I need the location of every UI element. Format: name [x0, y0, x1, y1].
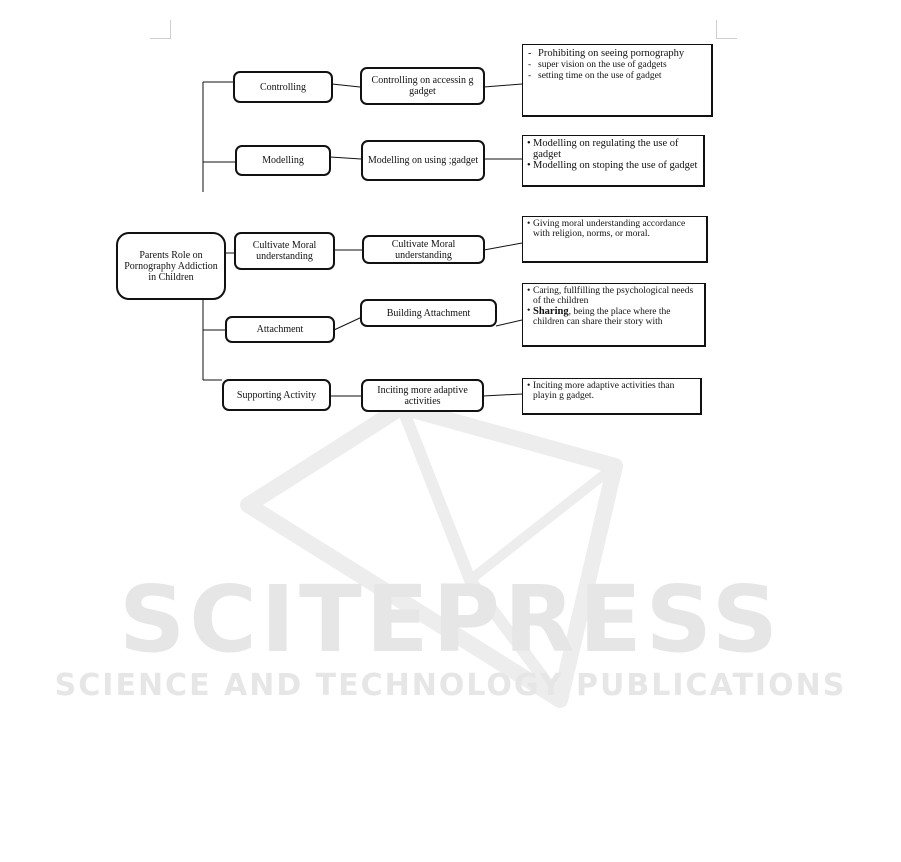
- note-item: • Modelling on stoping the use of gadget: [527, 160, 699, 171]
- note-controlling: [522, 44, 713, 117]
- role-node-cultivate: Cultivate Moral understanding: [234, 232, 335, 270]
- method-node-modelling: Modelling on using ;gadget: [361, 140, 485, 181]
- note-item: • Caring, fullfilling the psychological needs of the children: [527, 286, 700, 306]
- note-attachment: [522, 283, 706, 347]
- method-node-controlling: Controlling on accessin g gadget: [360, 67, 485, 105]
- root-node: Parents Role on Pornography Addiction in Children: [116, 232, 226, 300]
- note-item: - setting time on the use of gadget: [527, 71, 707, 81]
- watermark-subtitle: SCIENCE AND TECHNOLOGY PUBLICATIONS: [54, 668, 847, 703]
- note-item: • Inciting more adaptive activities than playin g gadget.: [527, 381, 696, 401]
- role-node-attachment: Attachment: [225, 316, 335, 343]
- note-item: • Giving moral understanding accordance with religion, norms, or moral.: [527, 219, 702, 239]
- method-node-attachment: Building Attachment: [360, 299, 497, 327]
- note-item: • Sharing, being the place where the children can share their story with: [527, 306, 700, 327]
- method-node-cultivate: Cultivate Moral understanding: [362, 235, 485, 264]
- note-item: - super vision on the use of gadgets: [527, 60, 707, 70]
- note-modelling: [522, 135, 705, 187]
- note-item: - Prohibiting on seeing pornography: [527, 48, 707, 59]
- note-supporting: [522, 378, 702, 415]
- note-item: • Modelling on regulating the use of gadget: [527, 138, 699, 160]
- role-node-modelling: Modelling: [235, 145, 331, 176]
- watermark-title: SCITEPRESS: [118, 566, 783, 673]
- note-cultivate: [522, 216, 708, 263]
- method-node-supporting: Inciting more adaptive activities: [361, 379, 484, 412]
- role-node-supporting: Supporting Activity: [222, 379, 331, 411]
- role-node-controlling: Controlling: [233, 71, 333, 103]
